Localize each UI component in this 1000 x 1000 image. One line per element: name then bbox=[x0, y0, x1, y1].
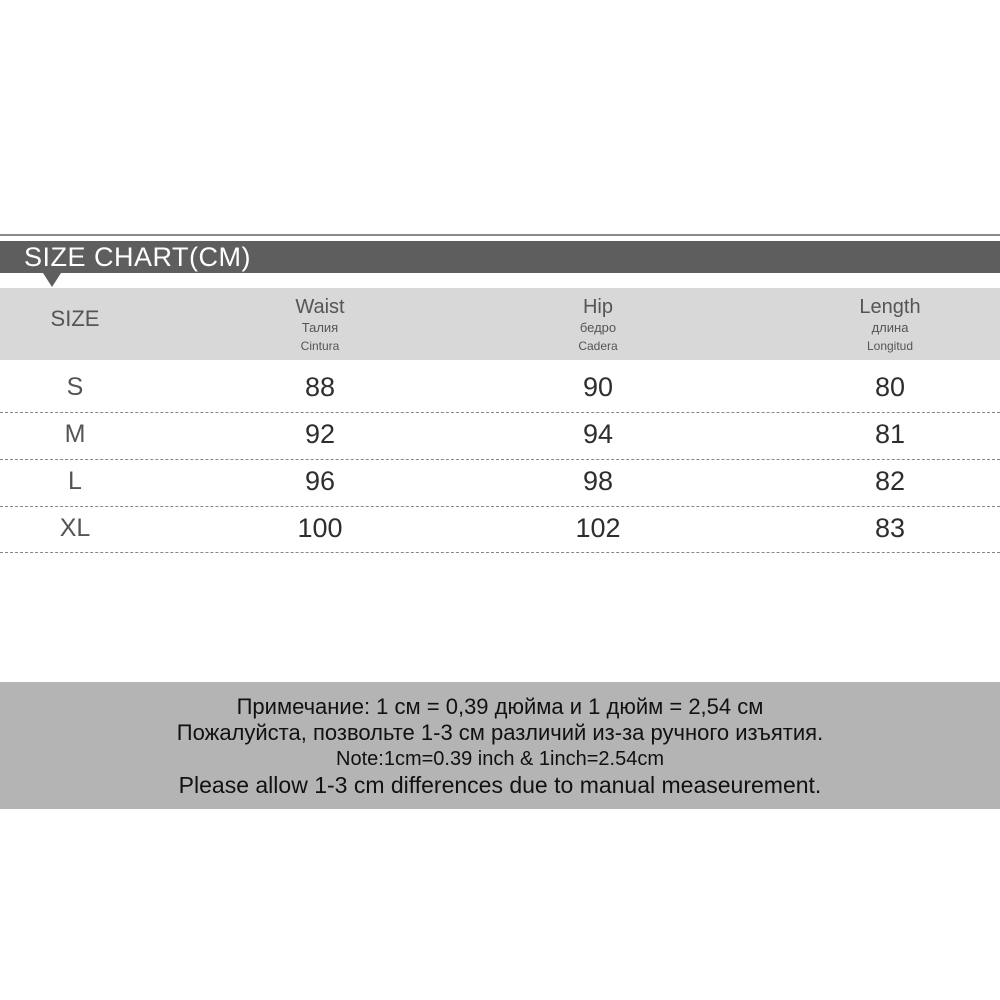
hip-cell: 98 bbox=[582, 466, 614, 496]
length-header-en: Length bbox=[859, 296, 921, 318]
size-cell: S bbox=[66, 373, 84, 401]
hip-header-es: Cadera bbox=[578, 339, 618, 353]
title-pointer bbox=[43, 273, 61, 287]
length-column-header bbox=[810, 288, 970, 360]
note-line-ru-allowance: Пожалуйста, позвольте 1-3 см различий из-за ручного изъятия. bbox=[176, 720, 824, 745]
size-cell: XL bbox=[59, 514, 91, 542]
hip-header-en: Hip bbox=[582, 296, 613, 318]
length-cell: 82 bbox=[874, 466, 906, 496]
row-divider bbox=[0, 552, 1000, 553]
size-cell: M bbox=[64, 420, 86, 448]
hip-cell: 102 bbox=[575, 513, 621, 543]
note-text bbox=[0, 694, 1000, 798]
hip-header-ru: бедро bbox=[579, 320, 617, 335]
size-column-header: SIZE bbox=[50, 306, 100, 331]
hip-cell: 90 bbox=[582, 372, 614, 402]
table-row bbox=[0, 458, 1000, 504]
note-line-ru-conversion: Примечание: 1 см = 0,39 дюйма и 1 дюйм = 2,54 см bbox=[236, 694, 764, 719]
top-rule bbox=[0, 234, 1000, 236]
length-cell: 80 bbox=[874, 372, 906, 402]
table-row bbox=[0, 505, 1000, 551]
hip-column-header bbox=[518, 288, 678, 360]
note-line-en-allowance: Please allow 1-3 cm differences due to manual measeurement. bbox=[178, 772, 822, 798]
length-cell: 83 bbox=[874, 513, 906, 543]
waist-header-ru: Талия bbox=[301, 320, 339, 335]
waist-header-en: Waist bbox=[295, 296, 345, 318]
chart-title: SIZE CHART(CM) bbox=[24, 242, 251, 272]
note-line-en-conversion: Note:1cm=0.39 inch & 1inch=2.54cm bbox=[336, 748, 664, 770]
length-cell: 81 bbox=[874, 419, 906, 449]
table-row bbox=[0, 411, 1000, 457]
waist-cell: 92 bbox=[304, 419, 336, 449]
waist-cell: 100 bbox=[297, 513, 343, 543]
hip-cell: 94 bbox=[582, 419, 614, 449]
size-cell: L bbox=[68, 467, 82, 495]
waist-cell: 88 bbox=[304, 372, 336, 402]
length-header-ru: длина bbox=[871, 320, 909, 335]
table-row bbox=[0, 364, 1000, 410]
waist-header-es: Cintura bbox=[300, 339, 340, 353]
waist-column-header bbox=[240, 288, 400, 360]
length-header-es: Longitud bbox=[866, 339, 914, 353]
waist-cell: 96 bbox=[304, 466, 336, 496]
